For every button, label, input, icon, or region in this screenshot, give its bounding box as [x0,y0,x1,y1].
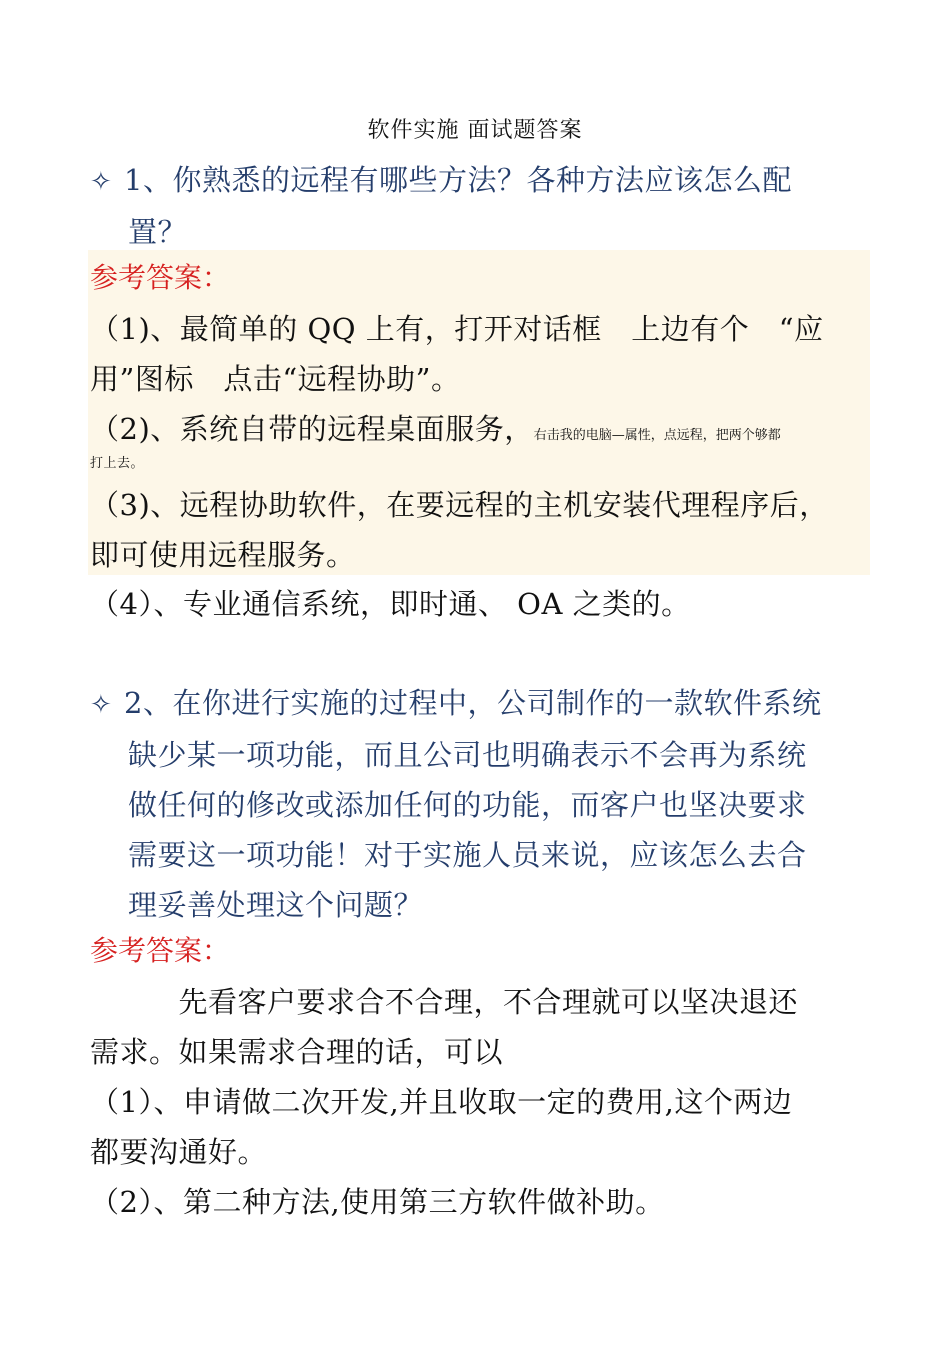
question-2-line-1: ✧ 2、在你进行实施的过程中，公司制作的一款软件系统 [90,678,880,730]
answer-2-item-1: （1）、申请做二次开发,并且收取一定的费用,这个两边 都要沟通好。 [90,1085,793,1169]
answer-1-item-2: （2)、系统自带的远程桌面服务，右击我的电脑—属性，点远程，把两个够都 [90,412,781,446]
question-2-line-3: 做任何的修改或添加任何的功能，而客户也坚决要求 [128,788,807,822]
question-2-line-4: 需要这一项功能！对于实施人员来说，应该怎么去合 [128,838,807,872]
answer-label-1: 参考答案： [90,261,231,294]
answer-1-item-1: （1)、最简单的 QQ 上有，打开对话框 上边有个 “应 用”图标 点击“远程协助”。 [90,312,824,396]
answer-1-item-2-note: 右击我的电脑—属性，点远程，把两个够都 [533,428,781,443]
answer-2-intro: 先看客户要求合不合理，不合理就可以坚决退还 需求。如果需求合理的话，可以 [90,985,799,1069]
diamond-icon: ✧ [90,690,113,720]
answer-1-item-2-note-continued: 打上去。 [90,456,145,471]
answer-1-item-3: （3)、远程协助软件，在要远程的主机安装代理程序后， 即可使用远程服务。 [90,488,829,572]
question-2-line-5: 理妥善处理这个问题？ [128,888,424,922]
answer-2-item-2: （2）、第二种方法,使用第三方软件做补助。 [90,1185,665,1219]
question-2 [90,678,880,930]
document-title: 软件实施 面试题答案 [367,118,583,143]
question-1-line-2: 置？ [128,215,188,249]
answer-1-item-4: （4）、专业通信系统，即时通、 OA 之类的。 [90,587,691,621]
answer-label-2: 参考答案： [90,934,231,967]
question-2-line-2: 缺少某一项功能，而且公司也明确表示不会再为系统 [128,738,807,772]
question-1-line-1: ✧ 1、你熟悉的远程有哪些方法？各种方法应该怎么配 [90,155,880,207]
question-1 [90,155,880,257]
diamond-icon: ✧ [90,167,113,197]
